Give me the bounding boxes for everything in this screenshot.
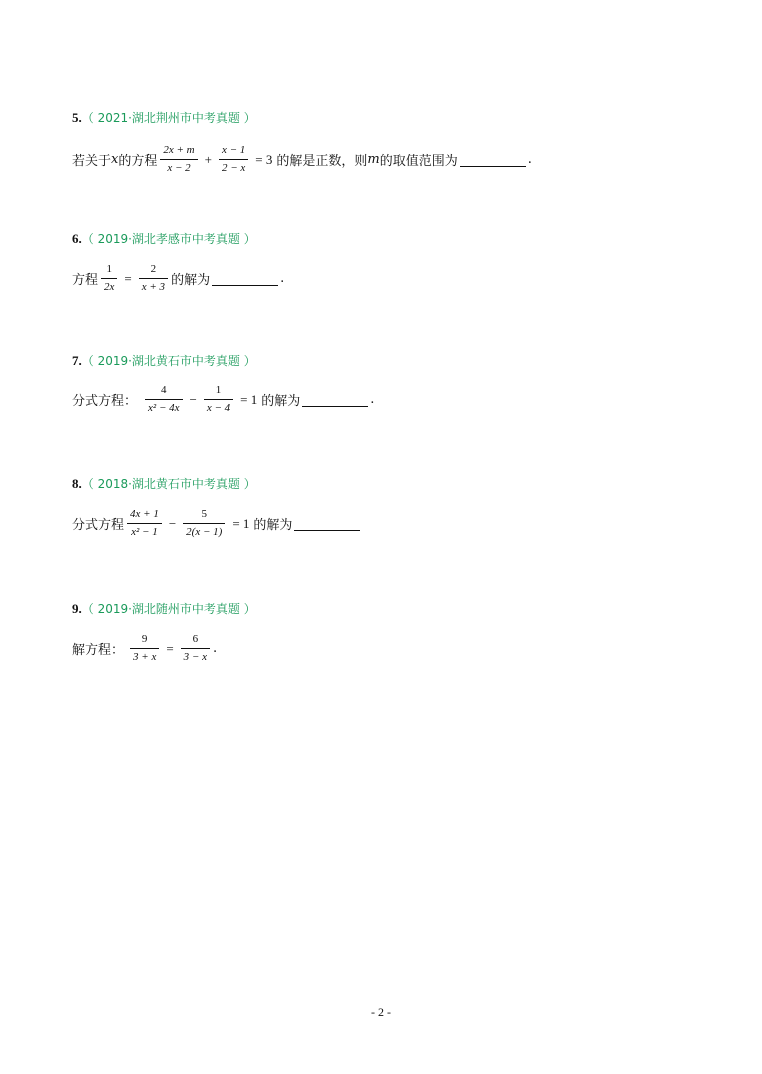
question-6-body <box>72 263 284 294</box>
question-7-header <box>72 353 256 370</box>
fraction-bar <box>219 159 248 160</box>
answer-blank[interactable] <box>302 392 368 407</box>
fraction-bar <box>160 159 197 160</box>
question-number: 9. <box>72 601 82 616</box>
fraction-bar <box>139 278 168 279</box>
fraction-denominator: x + 3 <box>141 281 166 293</box>
fraction-bar <box>130 648 159 649</box>
fraction-bar <box>101 278 117 279</box>
question-8-header <box>72 476 256 493</box>
operator: = <box>124 270 132 286</box>
question-5-body <box>72 144 532 175</box>
text-prefix: 分式方程 <box>72 518 125 533</box>
fraction-2 <box>181 633 210 664</box>
fraction-1 <box>160 144 197 175</box>
answer-blank[interactable] <box>212 271 278 286</box>
question-9-header <box>72 601 256 618</box>
answer-blank[interactable] <box>294 516 360 531</box>
question-source: （ 2021·湖北荆州市中考真题 ） <box>81 111 256 125</box>
text-suffix: 的解为 <box>171 273 211 288</box>
text-suffix-2: 的取值范围为 <box>379 154 458 169</box>
fraction-numerator: 4x + 1 <box>130 508 159 520</box>
fraction-numerator: 1 <box>106 263 112 275</box>
answer-blank[interactable] <box>460 152 526 167</box>
fraction-numerator: 4 <box>161 384 167 396</box>
fraction-2 <box>204 384 233 415</box>
equals-value: = 1 <box>240 391 258 407</box>
question-source: （ 2018·湖北黄石市中考真题 ） <box>81 477 256 491</box>
question-number: 7. <box>72 353 82 368</box>
equals-value: = 1 <box>232 515 250 531</box>
fraction-bar <box>204 399 233 400</box>
fraction-denominator: x − 2 <box>167 162 191 174</box>
fraction-numerator: x − 1 <box>221 144 246 156</box>
end-period: . <box>527 152 532 167</box>
question-source: （ 2019·湖北随州市中考真题 ） <box>81 602 256 616</box>
text-suffix: 的解为 <box>253 518 293 533</box>
fraction-bar <box>181 648 210 649</box>
question-source: （ 2019·湖北黄石市中考真题 ） <box>81 354 256 368</box>
operator: − <box>168 515 177 531</box>
operator: + <box>204 151 212 167</box>
fraction-2 <box>183 508 225 539</box>
fraction-denominator: x² − 1 <box>131 526 158 538</box>
variable-x: x <box>111 152 119 167</box>
fraction-numerator: 2x + m <box>163 144 195 156</box>
text-prefix: 解方程： <box>72 643 125 658</box>
fraction-numerator: 1 <box>215 384 222 396</box>
variable-m: m <box>367 152 380 167</box>
question-7-body <box>72 384 374 415</box>
text-suffix: 的解是正数，则 <box>276 154 368 169</box>
operator: − <box>189 391 197 407</box>
fraction-denominator: 2(x − 1) <box>186 526 223 538</box>
fraction-denominator: 3 − x <box>183 651 207 663</box>
operator: = <box>166 640 174 656</box>
fraction-1 <box>130 633 159 664</box>
fraction-bar <box>145 399 183 400</box>
question-6-header <box>72 231 256 248</box>
fraction-denominator: 3 + x <box>133 651 157 663</box>
fraction-2 <box>219 144 248 175</box>
end-period: . <box>370 392 375 407</box>
question-8-body <box>72 508 362 539</box>
text-prefix: 分式方程： <box>72 394 138 409</box>
question-number: 8. <box>72 476 82 491</box>
question-9-body <box>72 633 217 664</box>
fraction-1 <box>101 263 117 294</box>
text-suffix: 的解为 <box>261 394 301 409</box>
fraction-1 <box>127 508 162 539</box>
equals-value: = 3 <box>255 151 273 167</box>
page-number: - 2 - <box>371 1005 391 1019</box>
fraction-numerator: 2 <box>150 263 157 275</box>
question-source: （ 2019·湖北孝感市中考真题 ） <box>81 232 256 246</box>
fraction-numerator: 5 <box>201 508 207 520</box>
question-number: 6. <box>72 231 82 246</box>
question-number: 5. <box>72 110 82 125</box>
fraction-2 <box>139 263 168 294</box>
text-mid: 的方程 <box>118 154 158 169</box>
fraction-denominator: x² − 4x <box>148 402 180 414</box>
fraction-1 <box>145 384 183 415</box>
text-prefix: 方程 <box>72 273 99 288</box>
fraction-denominator: x − 4 <box>206 402 231 414</box>
fraction-bar <box>127 523 162 524</box>
question-5-header <box>72 110 256 127</box>
fraction-denominator: 2x <box>104 281 115 293</box>
fraction-numerator: 9 <box>141 633 148 645</box>
text-prefix: 若关于 <box>72 154 112 169</box>
fraction-bar <box>183 523 225 524</box>
fraction-denominator: 2 − x <box>221 162 246 174</box>
fraction-numerator: 6 <box>192 633 199 645</box>
end-period: . <box>212 641 218 656</box>
end-period: . <box>280 271 285 286</box>
